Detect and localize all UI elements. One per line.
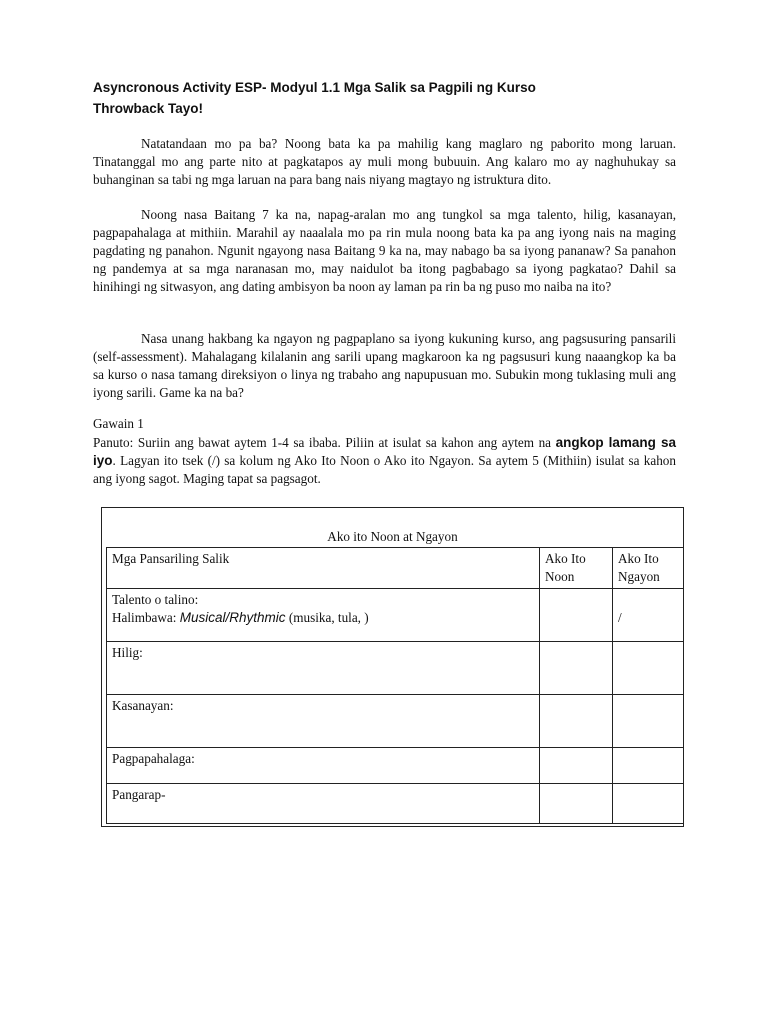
instructions-emphasis: angkop lamang sa iyo bbox=[93, 435, 676, 468]
row-pagpapahalaga-noon-cell[interactable] bbox=[540, 748, 613, 784]
row-kasanayan-ngayon-cell[interactable] bbox=[613, 695, 684, 748]
row-pagpapahalaga-ngayon-cell[interactable] bbox=[613, 748, 684, 784]
row-hilig-ngayon-cell[interactable] bbox=[613, 642, 684, 695]
row-talento-ngayon-cell[interactable] bbox=[613, 589, 684, 642]
table-row bbox=[107, 695, 684, 748]
row-pangarap-noon-cell[interactable] bbox=[540, 784, 613, 824]
example-italic: Musical/Rhythmic bbox=[179, 610, 286, 625]
instructions-part-2: . Lagyan ito tsek (/) sa kolum ng Ako Ito Noon o Ako ito Ngayon. Sa aytem 5 (Mithiin) isulat sa kahon ang iyong sagot. Maging tapat sa pagsagot. bbox=[93, 453, 676, 486]
table-header-row bbox=[107, 548, 684, 589]
header-noon: Ako Ito Noon bbox=[540, 548, 613, 589]
paragraph-3: Nasa unang hakbang ka ngayon ng pagpaplano sa iyong kukuning kurso, ang pagsusuring pansarili (self-assessment). Mahalagang kilalanin ang sarili upang magkaroon ka ng pagsusuri kung naaangkop ka ba sa kurso o nasa tamang direksiyon o linya ng trabaho ang napupusuan mo. Subukin mong tuklasing muli ang iyong sarili. Game ka na ba? bbox=[93, 331, 676, 400]
table-caption: Ako ito Noon at Ngayon bbox=[327, 529, 458, 544]
example-prefix: Halimbawa: bbox=[112, 610, 180, 625]
row-pagpapahalaga-label: Pagpapahalaga: bbox=[107, 748, 540, 784]
row-hilig-noon-cell[interactable] bbox=[540, 642, 613, 695]
check-mark: / bbox=[618, 610, 622, 625]
table-row bbox=[107, 784, 684, 824]
example-suffix: (musika, tula, ) bbox=[285, 610, 369, 625]
paragraph-1: Natatandaan mo pa ba? Noong bata ka pa mahilig kang maglaro ng paborito mong laruan. Tinatanggal mo ang parte nito at pagkatapos ay muli mong bubuuin. Ang kalaro mo ay naghuhukay sa buhanginan sa tabi ng mga laruan na para bang nais niyang magtayo ng istruktura dito. bbox=[93, 136, 676, 187]
row-pangarap-ngayon-cell[interactable] bbox=[613, 784, 684, 824]
row-hilig-label: Hilig: bbox=[107, 642, 540, 695]
row-pangarap-label: Pangarap- bbox=[107, 784, 540, 824]
table-row bbox=[107, 642, 684, 695]
table-row bbox=[107, 748, 684, 784]
row-kasanayan-noon-cell[interactable] bbox=[540, 695, 613, 748]
row-talento-noon-cell[interactable] bbox=[540, 589, 613, 642]
instructions-part-1: Panuto: Suriin ang bawat aytem 1-4 sa ibaba. Piliin at isulat sa kahon ang aytem na bbox=[93, 435, 556, 450]
row-talento-label bbox=[107, 589, 540, 642]
row-kasanayan-label: Kasanayan: bbox=[107, 695, 540, 748]
self-assessment-table bbox=[106, 547, 684, 824]
gawain-heading: Gawain 1 bbox=[93, 416, 144, 431]
header-salik: Mga Pansariling Salik bbox=[107, 548, 540, 589]
header-ngayon: Ako Ito Ngayon bbox=[613, 548, 684, 589]
talento-title: Talento o talino: bbox=[112, 592, 199, 607]
table-row bbox=[107, 589, 684, 642]
talento-example bbox=[112, 609, 534, 627]
activity-subtitle: Throwback Tayo! bbox=[93, 101, 204, 116]
instructions bbox=[93, 434, 676, 488]
activity-title: Asyncronous Activity ESP- Modyul 1.1 Mga Salik sa Pagpili ng Kurso bbox=[93, 80, 536, 95]
paragraph-2: Noong nasa Baitang 7 ka na, napag-aralan mo ang tungkol sa mga talento, hilig, kasanayan, pagpapahalaga at mithiin. Marahil ay naaalala mo pa rin mula noong bata ka pa ang iyong nais na maging pagdating ng panahon. Ngunit ngayong nasa Baitang 9 ka na, may nabago ba sa iyong pananaw? Sa panahon ng pandemya at sa mga naranasan mo, may naidulot ba itong pagbabago sa iyong pagkatao? Dahil sa hinihingi ng sitwasyon, ang dating ambisyon ba noon ay laman pa rin ba ng puso mo naiba na ito? bbox=[93, 207, 676, 294]
